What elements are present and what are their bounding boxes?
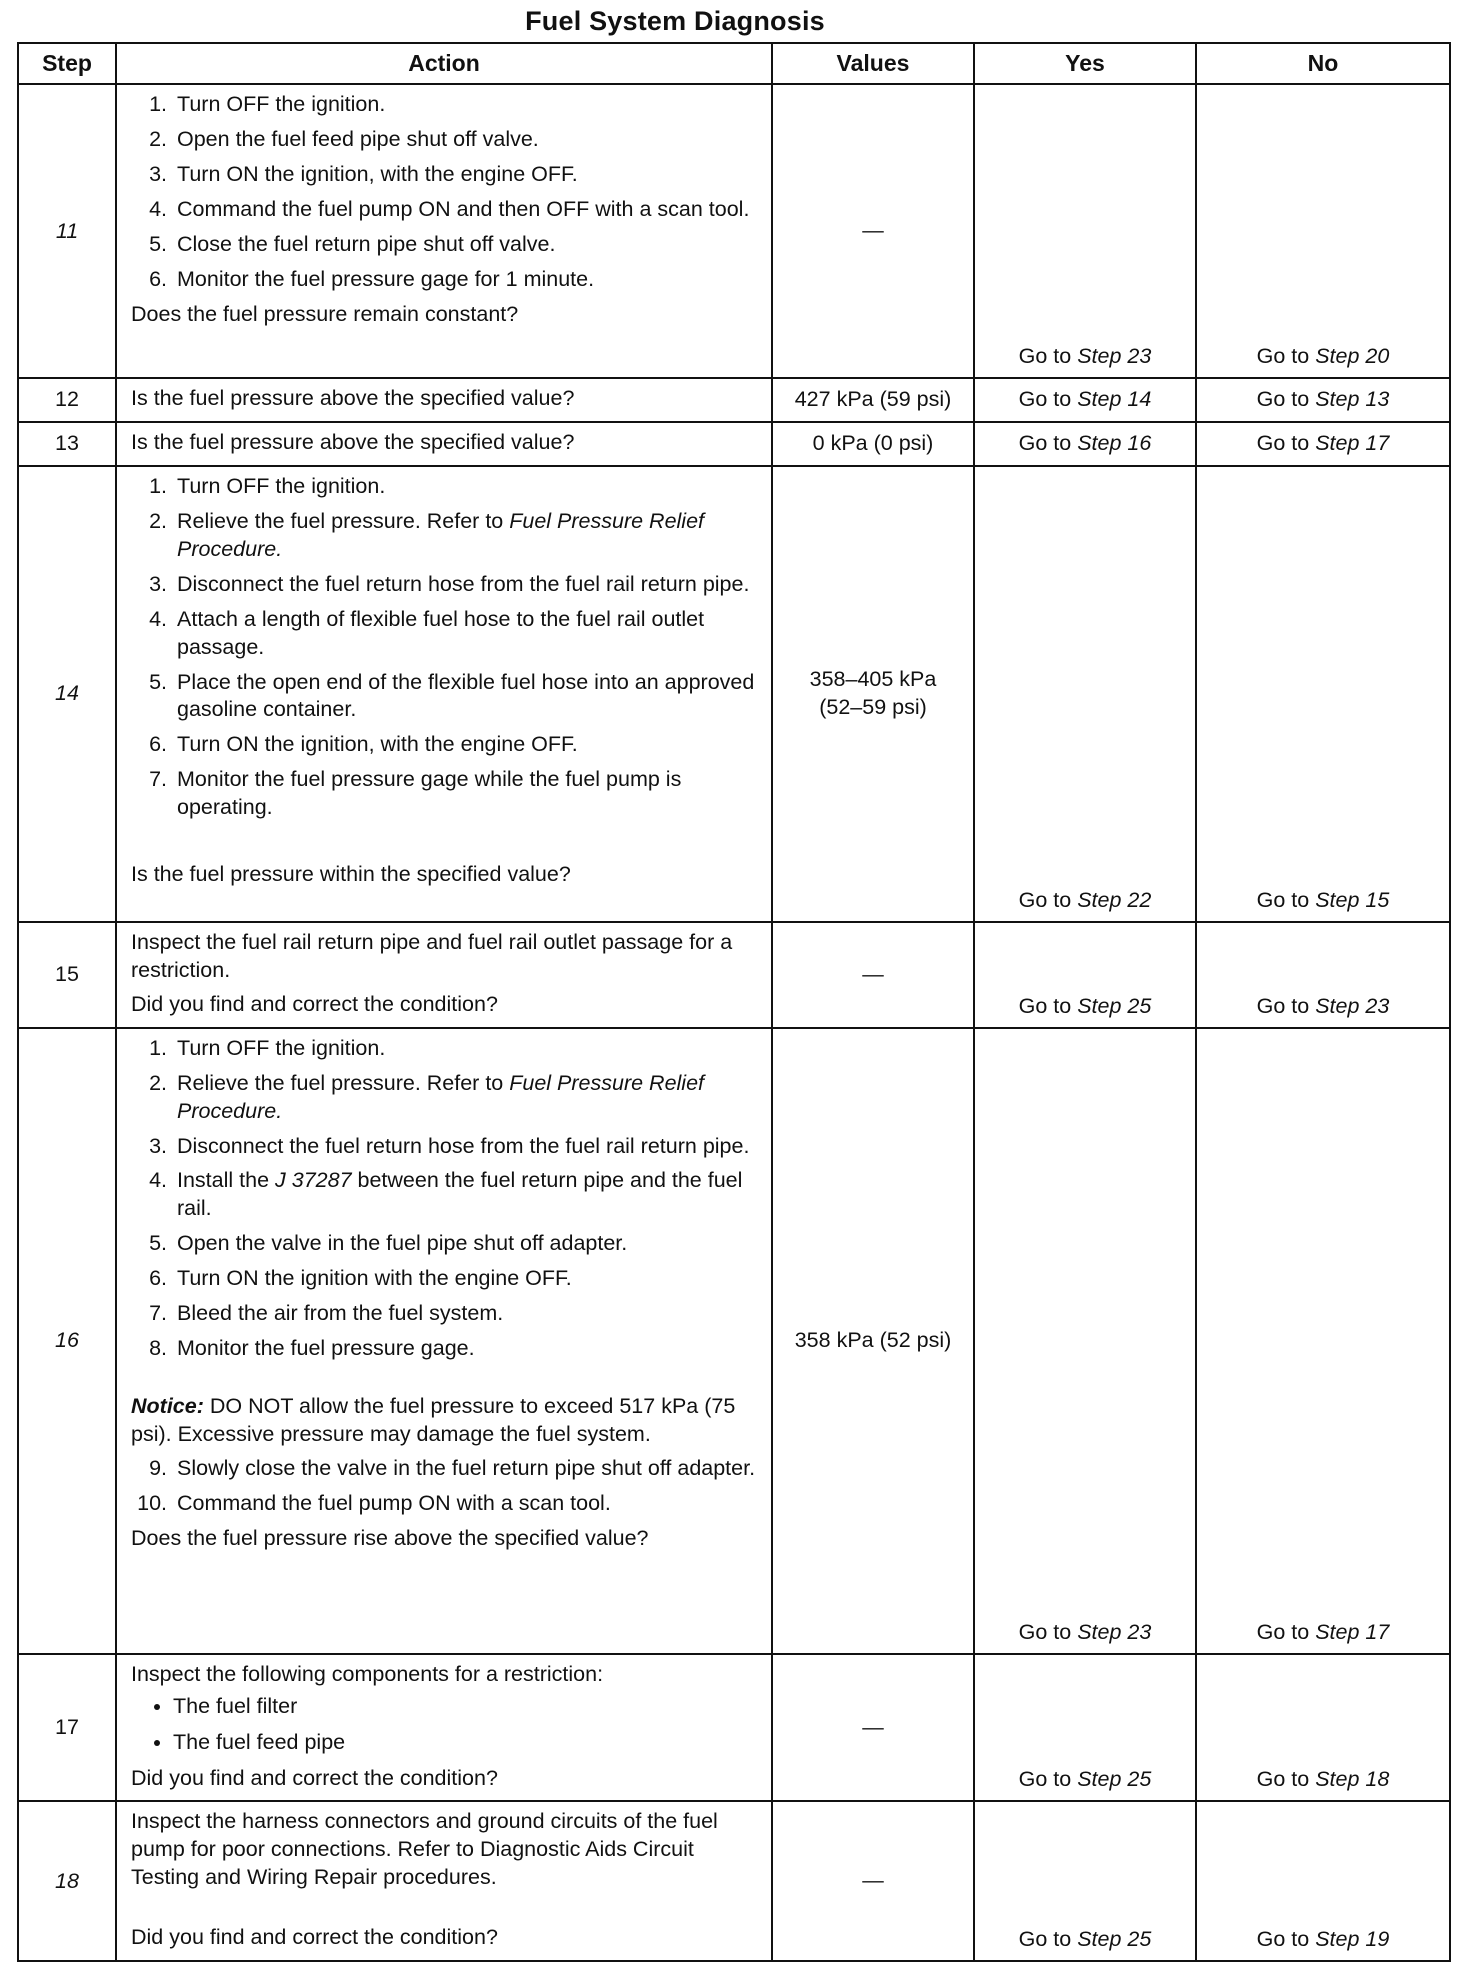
procedure-reference: Fuel Pressure Relief Procedure.: [177, 1070, 705, 1123]
no-cell: [1196, 84, 1450, 378]
question: Did you find and correct the condition?: [131, 1925, 498, 1950]
action-text: Inspect the harness connectors and ground circuits of the fuel pump for poor connections. Refer to Diagnostic Aids Circuit Testing and Wiring Repair procedures.: [131, 1809, 718, 1890]
yes-cell: [974, 922, 1196, 1028]
list-item: 4. Command the fuel pump ON and then OFF with a scan tool.: [173, 196, 763, 224]
no-target: Step 19: [1315, 1927, 1390, 1952]
step-number: 11: [18, 84, 116, 378]
go-to-label: Go to: [1256, 1927, 1310, 1952]
list-item: 5. Open the valve in the fuel pipe shut off adapter.: [173, 1230, 763, 1258]
notice: [131, 1393, 763, 1449]
question: Did you find and correct the condition?: [131, 1765, 498, 1790]
list-item: • The fuel feed pipe: [173, 1729, 763, 1757]
no-target: Step 20: [1315, 344, 1390, 368]
yes-target: Step 23: [1077, 1619, 1152, 1644]
yes-cell: [974, 1801, 1196, 1961]
yes-cell: [974, 84, 1196, 378]
list-item: 4. Attach a length of flexible fuel hose to the fuel rail outlet passage.: [173, 606, 763, 662]
yes-target: Step 16: [1077, 430, 1152, 455]
go-to-label: Go to: [1256, 387, 1310, 411]
action-text: Inspect the fuel rail return pipe and fuel rail outlet passage for a restriction.: [131, 929, 733, 982]
item-text: between the fuel return pipe and the fuel rail.: [177, 1168, 743, 1221]
go-to-label: Go to: [1256, 887, 1310, 912]
item-text: Relieve the fuel pressure. Refer to: [177, 1070, 504, 1095]
table-row: [18, 378, 1450, 422]
header-action: Action: [116, 43, 772, 84]
value-line: 358–405 kPa: [809, 666, 937, 691]
notice-label: Notice:: [131, 1394, 204, 1419]
yes-target: Step 25: [1077, 993, 1152, 1018]
no-target: Step 17: [1315, 1619, 1390, 1644]
go-to-label: Go to: [1256, 1767, 1310, 1792]
question: Does the fuel pressure remain constant?: [131, 301, 519, 326]
step-number: 14: [18, 466, 116, 922]
yes-cell: [974, 1028, 1196, 1654]
procedure-reference: Fuel Pressure Relief Procedure.: [177, 508, 705, 561]
list-item: [173, 508, 763, 564]
no-target: Step 18: [1315, 1767, 1390, 1792]
question: Is the fuel pressure above the specified value?: [131, 386, 575, 410]
action-cell: [116, 84, 772, 378]
step-number: 12: [18, 378, 116, 422]
list-item: 10. Command the fuel pump ON with a scan tool.: [173, 1490, 763, 1518]
no-cell: [1196, 1028, 1450, 1654]
page-title: Fuel System Diagnosis: [525, 6, 825, 36]
item-text: Install the: [177, 1168, 270, 1193]
step-number: 17: [18, 1654, 116, 1802]
question: Is the fuel pressure within the specified value?: [131, 862, 571, 887]
action-cell: [116, 1801, 772, 1961]
table-row: [18, 1654, 1450, 1802]
table-row: [18, 466, 1450, 922]
action-text: Inspect the following components for a restriction:: [131, 1661, 604, 1686]
value-cell: [772, 466, 974, 922]
list-item: 1. Turn OFF the ignition.: [173, 1035, 763, 1063]
action-cell: [116, 1654, 772, 1802]
header-yes: Yes: [974, 43, 1196, 84]
step-number: 16: [18, 1028, 116, 1654]
yes-target: Step 25: [1077, 1767, 1152, 1792]
step-number: 15: [18, 922, 116, 1028]
item-text: Relieve the fuel pressure. Refer to: [177, 508, 504, 533]
list-item: 7. Bleed the air from the fuel system.: [173, 1300, 763, 1328]
question: Did you find and correct the condition?: [131, 991, 498, 1016]
action-cell: [116, 1028, 772, 1654]
list-item: 6. Turn ON the ignition with the engine OFF.: [173, 1265, 763, 1293]
no-target: Step 17: [1315, 430, 1390, 455]
go-to-label: Go to: [1256, 993, 1310, 1018]
list-item: 8. Monitor the fuel pressure gage.: [173, 1335, 763, 1363]
list-item: 5. Close the fuel return pipe shut off valve.: [173, 231, 763, 259]
question: Is the fuel pressure above the specified value?: [131, 429, 575, 454]
list-item: 3. Turn ON the ignition, with the engine OFF.: [173, 161, 763, 189]
step-list: [131, 1455, 763, 1518]
yes-cell: [974, 1654, 1196, 1802]
value-cell: —: [772, 1654, 974, 1802]
list-item: 5. Place the open end of the flexible fuel hose into an approved gasoline container.: [173, 669, 763, 725]
no-cell: [1196, 1654, 1450, 1802]
no-target: Step 23: [1315, 993, 1390, 1018]
list-item: • The fuel filter: [173, 1693, 763, 1721]
action-cell: [116, 466, 772, 922]
value-cell: 427 kPa (59 psi): [772, 378, 974, 422]
list-item: [173, 1167, 763, 1223]
go-to-label: Go to: [1018, 1927, 1072, 1952]
step-number: 13: [18, 422, 116, 466]
go-to-label: Go to: [1256, 430, 1310, 455]
table-row: [18, 1028, 1450, 1654]
yes-cell: [974, 422, 1196, 466]
value-line: (52–59 psi): [819, 694, 927, 719]
value-cell: —: [772, 84, 974, 378]
action-cell: [116, 378, 772, 422]
value-cell: 0 kPa (0 psi): [772, 422, 974, 466]
notice-text: DO NOT allow the fuel pressure to exceed 517 kPa (75 psi). Excessive pressure may damage the fuel system.: [131, 1394, 736, 1446]
component-list: [131, 1693, 763, 1757]
go-to-label: Go to: [1018, 430, 1072, 455]
list-item: 1. Turn OFF the ignition.: [173, 91, 763, 119]
go-to-label: Go to: [1256, 1619, 1310, 1644]
value-cell: 358 kPa (52 psi): [772, 1028, 974, 1654]
action-cell: [116, 922, 772, 1028]
header-step: Step: [18, 43, 116, 84]
list-item: 7. Monitor the fuel pressure gage while the fuel pump is operating.: [173, 766, 763, 822]
value-cell: —: [772, 922, 974, 1028]
header-values: Values: [772, 43, 974, 84]
yes-cell: [974, 466, 1196, 922]
go-to-label: Go to: [1018, 887, 1072, 912]
no-target: Step 13: [1315, 387, 1390, 411]
no-cell: [1196, 422, 1450, 466]
no-cell: [1196, 466, 1450, 922]
header-row: [18, 43, 1450, 84]
list-item: 6. Turn ON the ignition, with the engine OFF.: [173, 731, 763, 759]
list-item: 9. Slowly close the valve in the fuel return pipe shut off adapter.: [173, 1455, 763, 1483]
yes-target: Step 25: [1077, 1927, 1152, 1952]
go-to-label: Go to: [1018, 993, 1072, 1018]
step-list: [131, 473, 763, 822]
go-to-label: Go to: [1018, 344, 1072, 368]
no-target: Step 15: [1315, 887, 1390, 912]
step-number: 18: [18, 1801, 116, 1961]
question: Does the fuel pressure rise above the specified value?: [131, 1525, 649, 1550]
table-row: [18, 922, 1450, 1028]
list-item: [173, 1070, 763, 1126]
yes-target: Step 23: [1077, 344, 1152, 368]
no-cell: [1196, 1801, 1450, 1961]
list-item: 2. Open the fuel feed pipe shut off valve.: [173, 126, 763, 154]
tool-reference: J 37287: [275, 1168, 352, 1193]
table-row: [18, 1801, 1450, 1961]
table-row: [18, 422, 1450, 466]
diagnosis-table: [17, 42, 1451, 1962]
go-to-label: Go to: [1018, 1767, 1072, 1792]
list-item: 6. Monitor the fuel pressure gage for 1 minute.: [173, 266, 763, 294]
go-to-label: Go to: [1018, 1619, 1072, 1644]
list-item: 1. Turn OFF the ignition.: [173, 473, 763, 501]
no-cell: [1196, 378, 1450, 422]
no-cell: [1196, 922, 1450, 1028]
yes-cell: [974, 378, 1196, 422]
header-no: No: [1196, 43, 1450, 84]
step-list: [131, 1035, 763, 1363]
go-to-label: Go to: [1256, 344, 1310, 368]
table-row: [18, 84, 1450, 378]
list-item: 3. Disconnect the fuel return hose from the fuel rail return pipe.: [173, 1133, 763, 1161]
list-item: 3. Disconnect the fuel return hose from the fuel rail return pipe.: [173, 571, 763, 599]
step-list: [131, 91, 763, 294]
value-cell: —: [772, 1801, 974, 1961]
go-to-label: Go to: [1018, 387, 1072, 411]
action-cell: [116, 422, 772, 466]
yes-target: Step 14: [1077, 387, 1152, 411]
yes-target: Step 22: [1077, 887, 1152, 912]
